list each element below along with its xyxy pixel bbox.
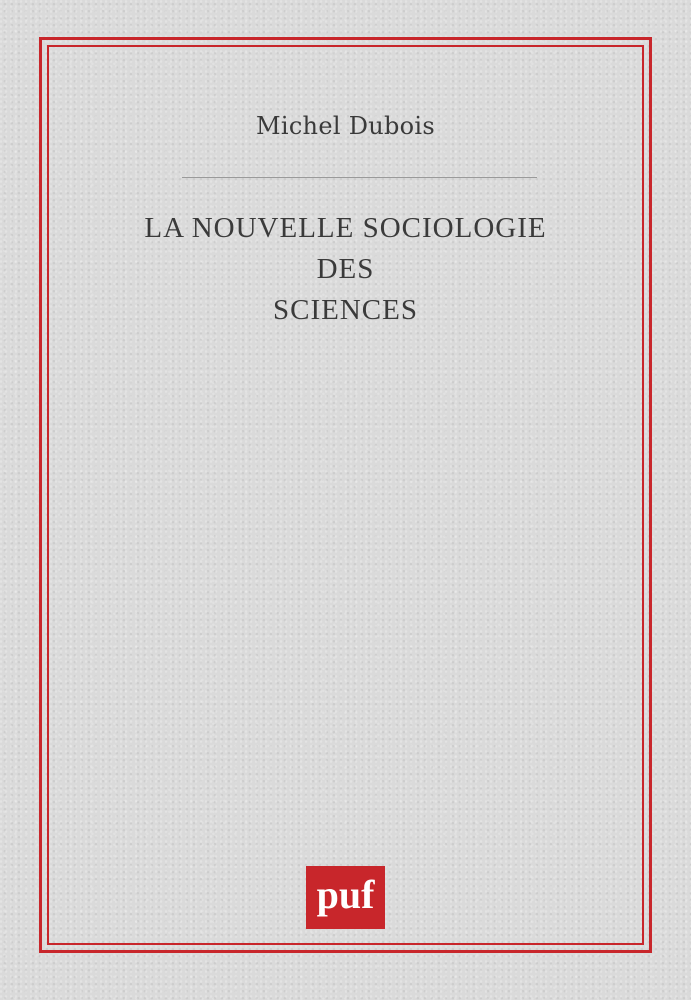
inner-red-border xyxy=(47,45,644,945)
title-line-2: DES xyxy=(316,253,375,285)
title-line-3: SCIENCES xyxy=(273,294,418,326)
divider-rule xyxy=(182,177,537,178)
title-line-1: LA NOUVELLE SOCIOLOGIE xyxy=(144,212,547,244)
publisher-logo xyxy=(306,866,385,929)
book-title xyxy=(0,208,691,331)
publisher-logo-text: puf xyxy=(316,871,375,917)
author-name: Michel Dubois xyxy=(255,112,436,140)
